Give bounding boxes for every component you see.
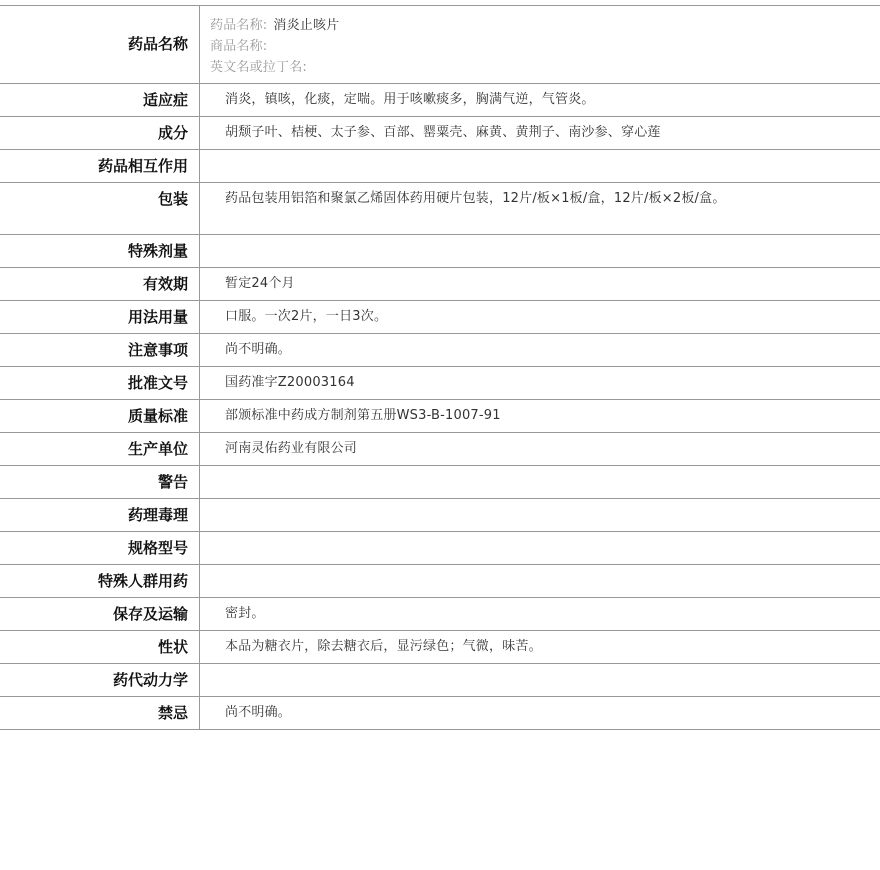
- row-value: [200, 150, 880, 182]
- row-value: 口服。一次2片，一日3次。: [225, 309, 388, 324]
- spec-row-dosage: [0, 301, 880, 334]
- spec-row-warning: [0, 466, 880, 499]
- row-value: 河南灵佑药业有限公司: [225, 441, 358, 456]
- row-label: 规格型号: [0, 532, 200, 564]
- row-label: 药代动力学: [0, 664, 200, 696]
- row-value: 本品为糖衣片，除去糖衣后，显污绿色；气微，味苦。: [225, 639, 542, 654]
- row-value: [200, 466, 880, 498]
- spec-row-contraindications: [0, 697, 880, 730]
- name-line-generic: [210, 15, 880, 36]
- row-value: 国药准字Z20003164: [225, 375, 355, 390]
- spec-row-manufacturer: [0, 433, 880, 466]
- row-value: 暂定24个月: [225, 276, 295, 291]
- row-label: 适应症: [0, 84, 200, 116]
- row-value: 胡颓子叶、桔梗、太子参、百部、罂粟壳、麻黄、黄荆子、南沙参、穿心莲: [225, 125, 661, 140]
- spec-row-ingredients: [0, 117, 880, 150]
- spec-row-packaging: [0, 183, 880, 235]
- row-value: 药品包装用铝箔和聚氯乙烯固体药用硬片包装，12片/板×1板/盒，12片/板×2板/盒。: [225, 191, 726, 206]
- row-label: 禁忌: [0, 697, 200, 729]
- name-value: 消炎止咳片: [273, 18, 340, 33]
- name-key: 商品名称:: [210, 39, 268, 54]
- spec-row-shelf-life: [0, 268, 880, 301]
- row-label: 注意事项: [0, 334, 200, 366]
- spec-row-specification: [0, 532, 880, 565]
- row-label: 药品相互作用: [0, 150, 200, 182]
- row-label: 质量标准: [0, 400, 200, 432]
- spec-row-special-dosage: [0, 235, 880, 268]
- drug-spec-table: [0, 5, 880, 730]
- spec-row-special-populations: [0, 565, 880, 598]
- row-value: 消炎，镇咳，化痰，定喘。用于咳嗽痰多，胸满气逆，气管炎。: [225, 92, 595, 107]
- row-label: 特殊人群用药: [0, 565, 200, 597]
- row-value: [200, 532, 880, 564]
- row-value: [200, 235, 880, 267]
- row-label: 特殊剂量: [0, 235, 200, 267]
- name-line-english: [210, 57, 880, 78]
- row-label: 包装: [0, 183, 200, 234]
- spec-row-description: [0, 631, 880, 664]
- spec-row-drug-name: [0, 6, 880, 84]
- row-value: [200, 499, 880, 531]
- spec-row-pharmacokinetics: [0, 664, 880, 697]
- spec-row-quality-standard: [0, 400, 880, 433]
- row-value: [200, 565, 880, 597]
- spec-row-interactions: [0, 150, 880, 183]
- spec-row-approval-number: [0, 367, 880, 400]
- row-label: 药品名称: [0, 6, 200, 83]
- name-key: 英文名或拉丁名:: [210, 60, 307, 75]
- spec-row-storage: [0, 598, 880, 631]
- row-label: 警告: [0, 466, 200, 498]
- row-label: 有效期: [0, 268, 200, 300]
- row-label: 药理毒理: [0, 499, 200, 531]
- row-label: 用法用量: [0, 301, 200, 333]
- row-label: 批准文号: [0, 367, 200, 399]
- row-value: 尚不明确。: [225, 705, 292, 720]
- row-label: 保存及运输: [0, 598, 200, 630]
- name-line-trade: [210, 36, 880, 57]
- row-value: 尚不明确。: [225, 342, 292, 357]
- spec-row-precautions: [0, 334, 880, 367]
- row-value: 部颁标准中药成方制剂第五册WS3-B-1007-91: [225, 408, 501, 423]
- name-key: 药品名称:: [210, 18, 268, 33]
- row-label: 成分: [0, 117, 200, 149]
- row-label: 性状: [0, 631, 200, 663]
- row-value: [200, 664, 880, 696]
- spec-row-pharmacology: [0, 499, 880, 532]
- row-label: 生产单位: [0, 433, 200, 465]
- spec-row-indications: [0, 84, 880, 117]
- row-value: [200, 6, 880, 83]
- row-value: 密封。: [225, 606, 265, 621]
